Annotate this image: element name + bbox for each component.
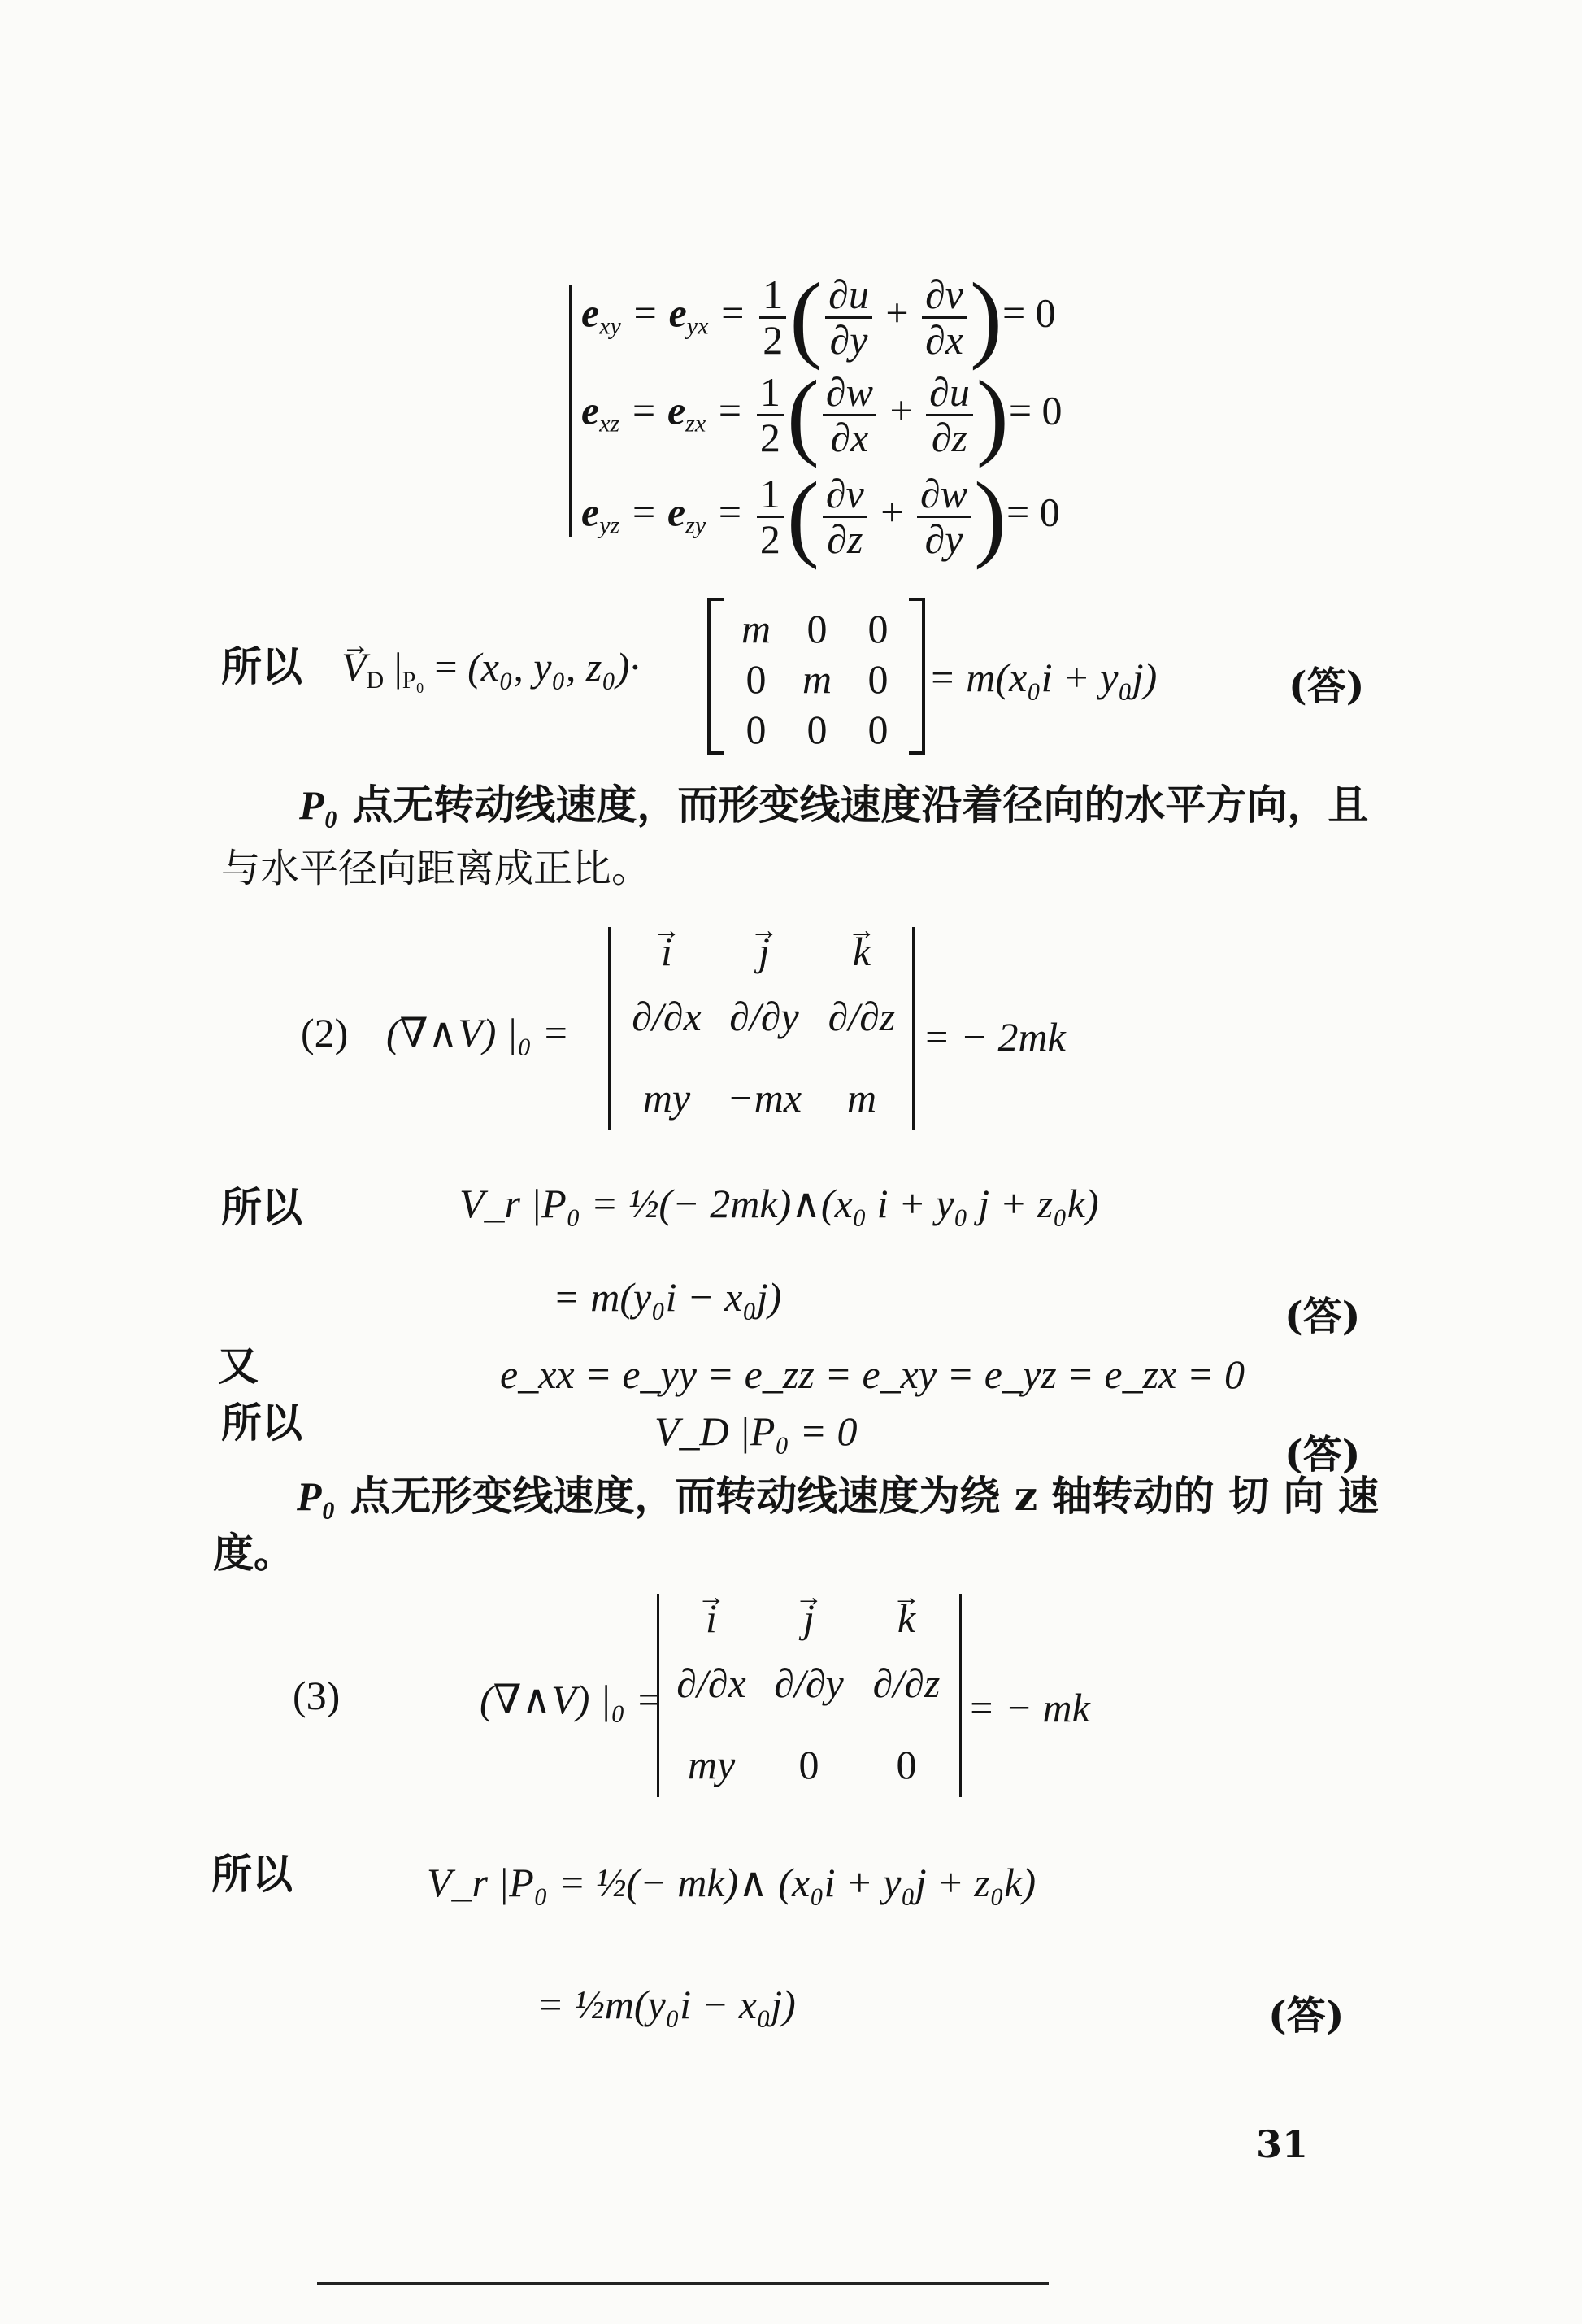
bottom-rule (317, 2282, 1049, 2285)
answer-mark-2: (答) (1284, 1294, 1361, 1339)
answer-mark-1: (答) (1289, 664, 1365, 709)
book-page: $e_{xy} = e_{yx}$ = $\frac{1}{2}$ ( $\frac{\partial u}{\partial y}$ + $\frac{\partial v}{\partial x}$ )= 0 $e_{xz} = e_{zx}$ = $\frac{1}{2}$ ( $\frac{\partial w}{\partial x}$ + $\frac{\partial u}{\partial z}$ )= 0 $e_{yz} = e_{zy}$ = $\frac{1}{2}$ ( $\frac{\partial v}{\partial z}$ + $\frac{\partial w}{\partial y}$ )= 0 所以 → $V_D$ $|_{P_0} = (x_0$, y₀, z₀)· m 0 0 0 m 0 0 0 0 = m(x₀i + y₀j) (答) P₀ 点无转动线速度，而形变线速度沿着径向的水平方向，且 与水平径向距离成正比。 (2) (∇∧V) |₀ = → i → j → k ∂/∂x ∂/∂y ∂/∂z my −mx m = − 2mk 所以 V_r |P₀ = ½(− 2mk)∧(x₀ i + y₀ j + z₀k) = m(y₀i − x₀j) (答) 又 e_xx = e_yy = e_zz = e_xy = e_yz = e_zx = 0 所以 V_D |P₀ = 0 (答) P₀ 点无形变线速度，而转动线速度为绕 z 轴转动的 切 向 速 度。 (3) (∇∧V) |₀ = → i → j → k ∂/∂x ∂/∂y ∂/∂z my 0 0 = − mk 所以 V_r |P₀ = ½(− mk)∧ (x₀i + y₀j + z₀k) = ½m(y₀i − x₀j) (答) 31 (0, 0, 1582, 2324)
strain-all-zero: e_xx = e_yy = e_zz = e_xy = e_yz = e_zx = 0 (500, 1351, 1245, 1397)
curl-rhs-3: = − mk (967, 1685, 1090, 1730)
answer-mark-3: (答) (1284, 1432, 1361, 1478)
label-suoyi-3: 所以 (221, 1399, 302, 1447)
curl-lhs-2: (∇∧V) |₀ = (386, 1010, 570, 1055)
label-suoyi-2: 所以 (221, 1183, 302, 1231)
vr3-line-1: V_r |P₀ = ½(− mk)∧ (x₀i + y₀j + z₀k) (427, 1860, 1037, 1905)
label-suoyi-4: 所以 (211, 1850, 293, 1898)
vd-rhs: = m(x₀i + y₀j) (928, 655, 1158, 700)
vr-line-1: V_r |P₀ = ½(− 2mk)∧(x₀ i + y₀ j + z₀k) (459, 1181, 1099, 1226)
part-2-label: (2) (301, 1010, 349, 1055)
det-bar-right-3 (959, 1594, 962, 1797)
answer-mark-4: (答) (1268, 1993, 1345, 2039)
strain-row-2: $e_{xz} = e_{zx}$ = $\frac{1}{2}$ ( $\frac{\partial w}{\partial x}$ + $\frac{\partial u}{\partial z}$ )= 0 (581, 360, 1063, 468)
strain-row-1: $e_{xy} = e_{yx}$ = $\frac{1}{2}$ ( $\frac{\partial u}{\partial y}$ + $\frac{\partial v}{\partial x}$ )= 0 (581, 263, 1056, 371)
strain-row-3: $e_{yz} = e_{zy}$ = $\frac{1}{2}$ ( $\frac{\partial v}{\partial z}$ + $\frac{\partial w}{\partial y}$ )= 0 (581, 462, 1060, 570)
label-suoyi-1: 所以 (221, 642, 302, 690)
determinant-2: → i → j → k ∂/∂x ∂/∂y ∂/∂z my −mx m (618, 931, 911, 1130)
det-bar-left-3 (657, 1594, 659, 1797)
paragraph-2-line-1: P₀ 点无形变线速度，而转动线速度为绕 z 轴转动的 切 向 速 (297, 1472, 1379, 1520)
vd-lhs: → $V_D$ $|_{P_0} = (x_0$, y₀, z₀)· (341, 646, 640, 693)
vr3-line-2: = ½m(y₀i − x₀j) (537, 1982, 796, 2027)
system-brace (569, 285, 572, 537)
det-bar-left-2 (608, 927, 611, 1130)
paragraph-1-line-2: 与水平径向距离成正比。 (221, 846, 651, 891)
det-bar-right-2 (912, 927, 915, 1130)
curl-rhs-2: = − 2mk (923, 1014, 1066, 1060)
page-number: 31 (1256, 2122, 1309, 2166)
part-3-label: (3) (293, 1673, 341, 1718)
paragraph-1-line-1: P₀ 点无转动线速度，而形变线速度沿着径向的水平方向，且 (299, 781, 1369, 829)
determinant-3: → i → j → k ∂/∂x ∂/∂y ∂/∂z my 0 0 (663, 1598, 955, 1797)
curl-lhs-3: (∇∧V) |₀ = (480, 1677, 663, 1722)
vd-zero: V_D |P₀ = 0 (654, 1408, 858, 1454)
label-you: 又 (218, 1342, 259, 1390)
paragraph-2-line-2: 度。 (213, 1529, 294, 1577)
vr-line-2: = m(y₀i − x₀j) (553, 1274, 782, 1320)
